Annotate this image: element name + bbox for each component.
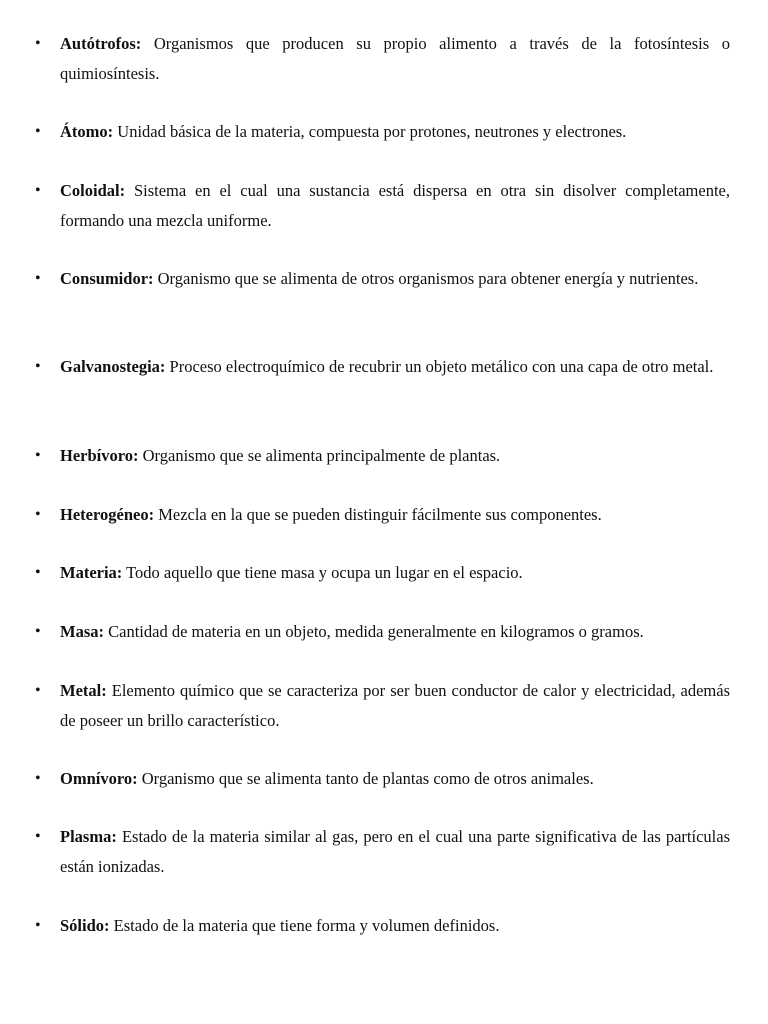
glossary-definition: Todo aquello que tiene masa y ocupa un lugar en el espacio. — [126, 563, 523, 582]
glossary-term: Metal: — [60, 681, 107, 700]
bullet-icon: • — [35, 682, 41, 699]
glossary-entry-autotrofos — [35, 29, 731, 88]
glossary-term: Sólido: — [60, 916, 110, 935]
bullet-icon: • — [35, 35, 41, 52]
bullet-icon: • — [35, 447, 41, 464]
bullet-icon: • — [35, 770, 41, 787]
bullet-icon: • — [35, 917, 41, 934]
glossary-entry-consumidor — [35, 264, 730, 294]
glossary-definition: Organismo que se alimenta principalmente de plantas. — [142, 446, 501, 465]
glossary-entry-metal — [35, 676, 730, 735]
glossary-term: Herbívoro: — [60, 446, 139, 465]
glossary-definition: Mezcla en la que se pueden distinguir fácilmente sus componentes. — [158, 505, 602, 524]
glossary-entry-omnivoro — [35, 764, 730, 794]
bullet-icon: • — [35, 182, 41, 199]
bullet-icon: • — [35, 358, 41, 375]
glossary-definition: Sistema en el cual una sustancia está dispersa en otra sin disolver completamente, formando una mezcla uniforme. — [60, 181, 730, 230]
bullet-icon: • — [35, 506, 41, 523]
glossary-entry-heterogeneo — [35, 500, 730, 530]
glossary-entry-plasma — [35, 822, 731, 881]
bullet-icon: • — [35, 123, 41, 140]
glossary-entry-masa — [35, 617, 730, 647]
glossary-term: Masa: — [60, 622, 104, 641]
glossary-term: Coloidal: — [60, 181, 126, 200]
bullet-icon: • — [35, 828, 41, 845]
glossary-definition: Estado de la materia que tiene forma y volumen definidos. — [113, 916, 500, 935]
glossary-term: Consumidor: — [60, 269, 154, 288]
glossary-term: Galvanostegia: — [60, 357, 166, 376]
glossary-term: Autótrofos: — [60, 34, 142, 53]
bullet-icon: • — [35, 270, 41, 287]
glossary-term: Átomo: — [60, 122, 114, 141]
glossary-definition: Organismo que se alimenta tanto de plantas como de otros animales. — [141, 769, 594, 788]
glossary-definition: Organismo que se alimenta de otros organismos para obtener energía y nutrientes. — [157, 269, 699, 288]
glossary-definition: Cantidad de materia en un objeto, medida generalmente en kilogramos o gramos. — [108, 622, 644, 641]
glossary-definition: Elemento químico que se caracteriza por ser buen conductor de calor y electricidad, además de poseer un brillo característico. — [60, 681, 730, 730]
glossary-definition: Organismos que producen su propio alimento a través de la fotosíntesis o quimiosíntesis. — [60, 34, 731, 83]
glossary-definition: Proceso electroquímico de recubrir un objeto metálico con una capa de otro metal. — [169, 357, 714, 376]
bullet-icon: • — [35, 564, 41, 581]
glossary-definition: Estado de la materia similar al gas, pero en el cual una parte significativa de las partículas están ionizadas. — [60, 827, 731, 876]
glossary-entry-solido — [35, 911, 730, 941]
glossary-term: Materia: — [60, 563, 123, 582]
glossary-term: Plasma: — [60, 827, 117, 846]
glossary-entry-herbivoro — [35, 441, 730, 471]
glossary-entry-atomo — [35, 117, 730, 147]
glossary-entry-coloidal — [35, 176, 730, 235]
glossary-term: Omnívoro: — [60, 769, 138, 788]
bullet-icon: • — [35, 623, 41, 640]
glossary-term: Heterogéneo: — [60, 505, 155, 524]
glossary-entry-galvanostegia — [35, 352, 730, 382]
glossary-definition: Unidad básica de la materia, compuesta por protones, neutrones y electrones. — [117, 122, 627, 141]
glossary-entry-materia — [35, 558, 730, 588]
